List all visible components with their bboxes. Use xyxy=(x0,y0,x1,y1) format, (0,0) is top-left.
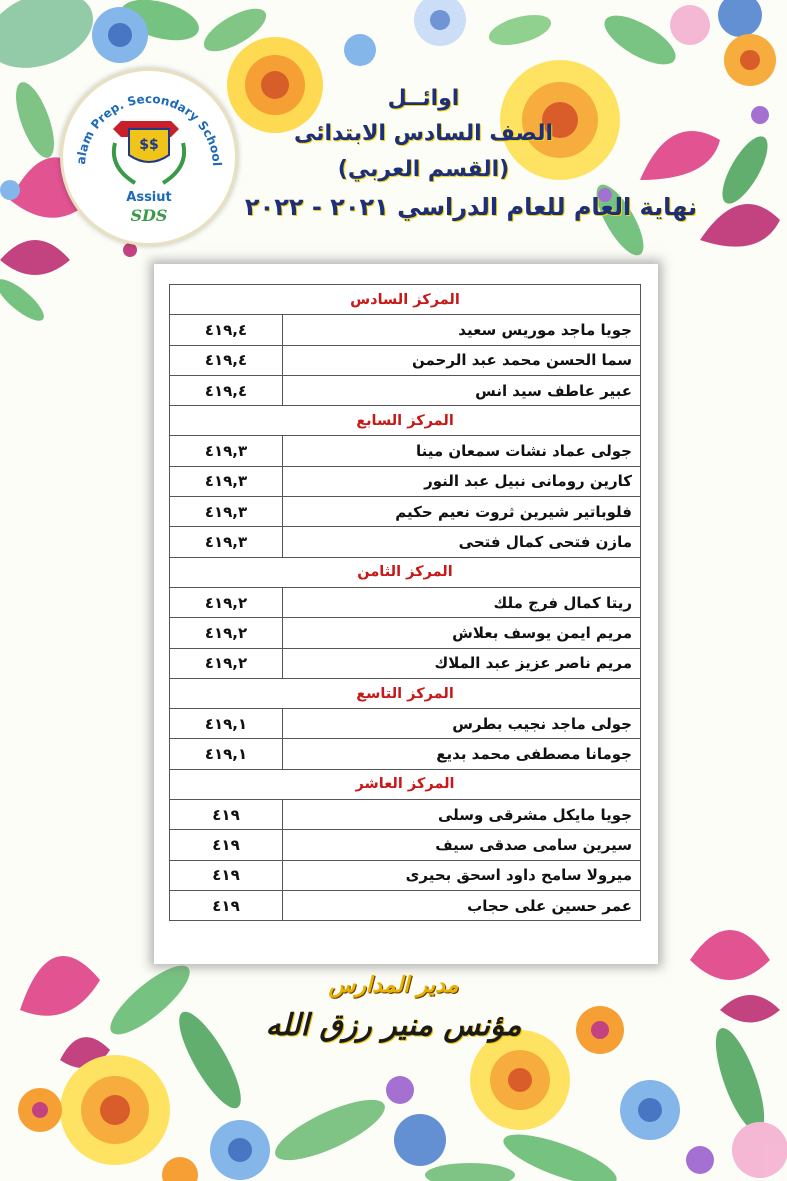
heading-year: نهاية العام للعام الدراسي ٢٠٢١ - ٢٠٢٢ xyxy=(244,193,697,221)
student-score: ٤١٩,٣ xyxy=(170,527,283,557)
student-score: ٤١٩,٤ xyxy=(170,375,283,405)
school-logo xyxy=(60,68,238,246)
student-name: جولى ماجد نجيب بطرس xyxy=(283,709,641,739)
student-name: جويا ماجد موريس سعيد xyxy=(283,315,641,345)
student-score: ٤١٩,٢ xyxy=(170,618,283,648)
student-score: ٤١٩,١ xyxy=(170,739,283,769)
student-score: ٤١٩,٢ xyxy=(170,587,283,617)
logo-shield-text: $$ xyxy=(139,137,159,153)
logo-abbr: SDS xyxy=(130,206,168,225)
student-name: سيرين سامى صدقى سيف xyxy=(283,830,641,860)
section-header-row xyxy=(170,406,641,436)
student-name: مريم ناصر عزيز عبد الملاك xyxy=(283,648,641,678)
footer-role: مدير المدارس xyxy=(328,972,459,998)
student-score: ٤١٩,١ xyxy=(170,709,283,739)
student-score: ٤١٩,٣ xyxy=(170,466,283,496)
student-name: جومانا مصطفى محمد بديع xyxy=(283,739,641,769)
results-table xyxy=(169,284,641,921)
student-name: عبير عاطف سيد انس xyxy=(283,375,641,405)
section-title: المركز الثامن xyxy=(170,557,641,587)
student-name: ريتا كمال فرج ملك xyxy=(283,587,641,617)
student-name: مريم ايمن يوسف بعلاش xyxy=(283,618,641,648)
table-row xyxy=(170,739,641,769)
table-row xyxy=(170,890,641,920)
student-score: ٤١٩ xyxy=(170,830,283,860)
student-score: ٤١٩ xyxy=(170,860,283,890)
section-header-row xyxy=(170,557,641,587)
heading-grade: الصف السادس الابتدائى xyxy=(293,121,554,146)
student-score: ٤١٩ xyxy=(170,800,283,830)
table-row xyxy=(170,466,641,496)
table-row xyxy=(170,709,641,739)
section-header-row xyxy=(170,678,641,708)
student-score: ٤١٩,٣ xyxy=(170,497,283,527)
student-name: عمر حسين على حجاب xyxy=(283,890,641,920)
logo-arc-text: alam Prep. Secondary School xyxy=(73,91,225,167)
page-heading xyxy=(230,82,697,226)
table-row xyxy=(170,618,641,648)
table-row xyxy=(170,648,641,678)
student-score: ٤١٩,٢ xyxy=(170,648,283,678)
student-score: ٤١٩,٤ xyxy=(170,315,283,345)
section-title: المركز التاسع xyxy=(170,678,641,708)
logo-city: Assiut xyxy=(126,190,172,205)
student-score: ٤١٩,٤ xyxy=(170,345,283,375)
table-row xyxy=(170,860,641,890)
table-row xyxy=(170,315,641,345)
table-row xyxy=(170,375,641,405)
table-row xyxy=(170,587,641,617)
footer-signature-name: مؤنس منير رزق الله xyxy=(265,1008,522,1043)
student-name: مازن فتحى كمال فتحى xyxy=(283,527,641,557)
section-title: المركز العاشر xyxy=(170,769,641,799)
student-name: كارين رومانى نبيل عبد النور xyxy=(283,466,641,496)
heading-title: اوائــل xyxy=(387,86,460,111)
student-name: جويا مايكل مشرقى وسلى xyxy=(283,800,641,830)
student-name: ميرولا سامح داود اسحق بحيرى xyxy=(283,860,641,890)
table-row xyxy=(170,527,641,557)
section-header-row xyxy=(170,769,641,799)
heading-division: (القسم العربي) xyxy=(337,157,510,182)
table-row xyxy=(170,345,641,375)
student-score: ٤١٩ xyxy=(170,890,283,920)
student-name: سما الحسن محمد عبد الرحمن xyxy=(283,345,641,375)
table-row xyxy=(170,436,641,466)
student-name: جولى عماد نشات سمعان مينا xyxy=(283,436,641,466)
section-title: المركز السابع xyxy=(170,406,641,436)
table-row xyxy=(170,497,641,527)
student-score: ٤١٩,٣ xyxy=(170,436,283,466)
results-card xyxy=(154,264,658,964)
section-title: المركز السادس xyxy=(170,285,641,315)
table-row xyxy=(170,830,641,860)
student-name: فلوباتير شيرين ثروت نعيم حكيم xyxy=(283,497,641,527)
section-header-row xyxy=(170,285,641,315)
table-row xyxy=(170,800,641,830)
